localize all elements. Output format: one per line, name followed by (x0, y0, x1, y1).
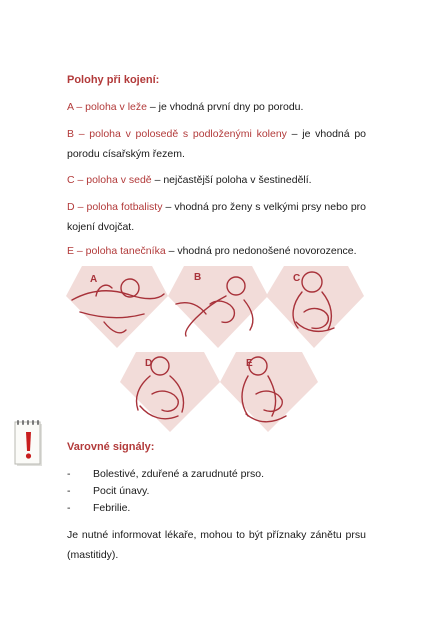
section-heading-positions: Polohy při kojení: (67, 74, 160, 86)
illustration-c (266, 266, 364, 348)
illustration-letter-a: A (90, 274, 98, 285)
section-heading-warning: Varovné signály: (67, 441, 155, 453)
list-item (67, 500, 264, 517)
position-text: – vhodná pro nedonošené novorozence. (165, 245, 357, 257)
warning-notepad-icon (14, 419, 44, 467)
position-text: – je vhodná první dny po porodu. (146, 101, 304, 113)
position-label: E – poloha tanečníka (67, 245, 166, 257)
bullet-dash: - (67, 485, 71, 497)
list-item-text: Bolestivé, zduřené a zarudnuté prso. (93, 468, 265, 480)
doctor-note: Je nutné informovat lékaře, mohou to být příznaky zánětu prsu (mastitidy). (67, 529, 366, 561)
list-item-text: Pocit únavy. (93, 485, 150, 497)
list-item (67, 466, 264, 483)
warning-list (67, 466, 264, 517)
illustration-b (168, 266, 268, 348)
illustration-letter-e: E (246, 358, 253, 369)
position-text: – je vhodná po porodu císařským řezem. (67, 128, 367, 160)
position-text: – vhodná pro ženy s velkými prsy nebo pro kojení dvojčat. (67, 201, 366, 233)
illustration-letter-d: D (145, 358, 153, 369)
bullet-dash: - (67, 502, 71, 514)
position-label: C – poloha v sedě (67, 174, 152, 186)
illustration-a (66, 266, 168, 348)
position-label: A – poloha v leže (67, 101, 147, 113)
position-label: B – poloha v polosedě s podloženými koleny (67, 128, 287, 140)
illustration-letter-b: B (194, 272, 202, 283)
list-item-text: Febrilie. (93, 502, 131, 514)
bullet-dash: - (67, 468, 71, 480)
position-text: – nejčastější poloha v šestinedělí. (151, 174, 312, 186)
illustration-e (220, 352, 318, 432)
position-label: D – poloha fotbalisty (67, 201, 163, 213)
list-item (67, 483, 264, 500)
illustration-letter-c: C (293, 273, 301, 284)
